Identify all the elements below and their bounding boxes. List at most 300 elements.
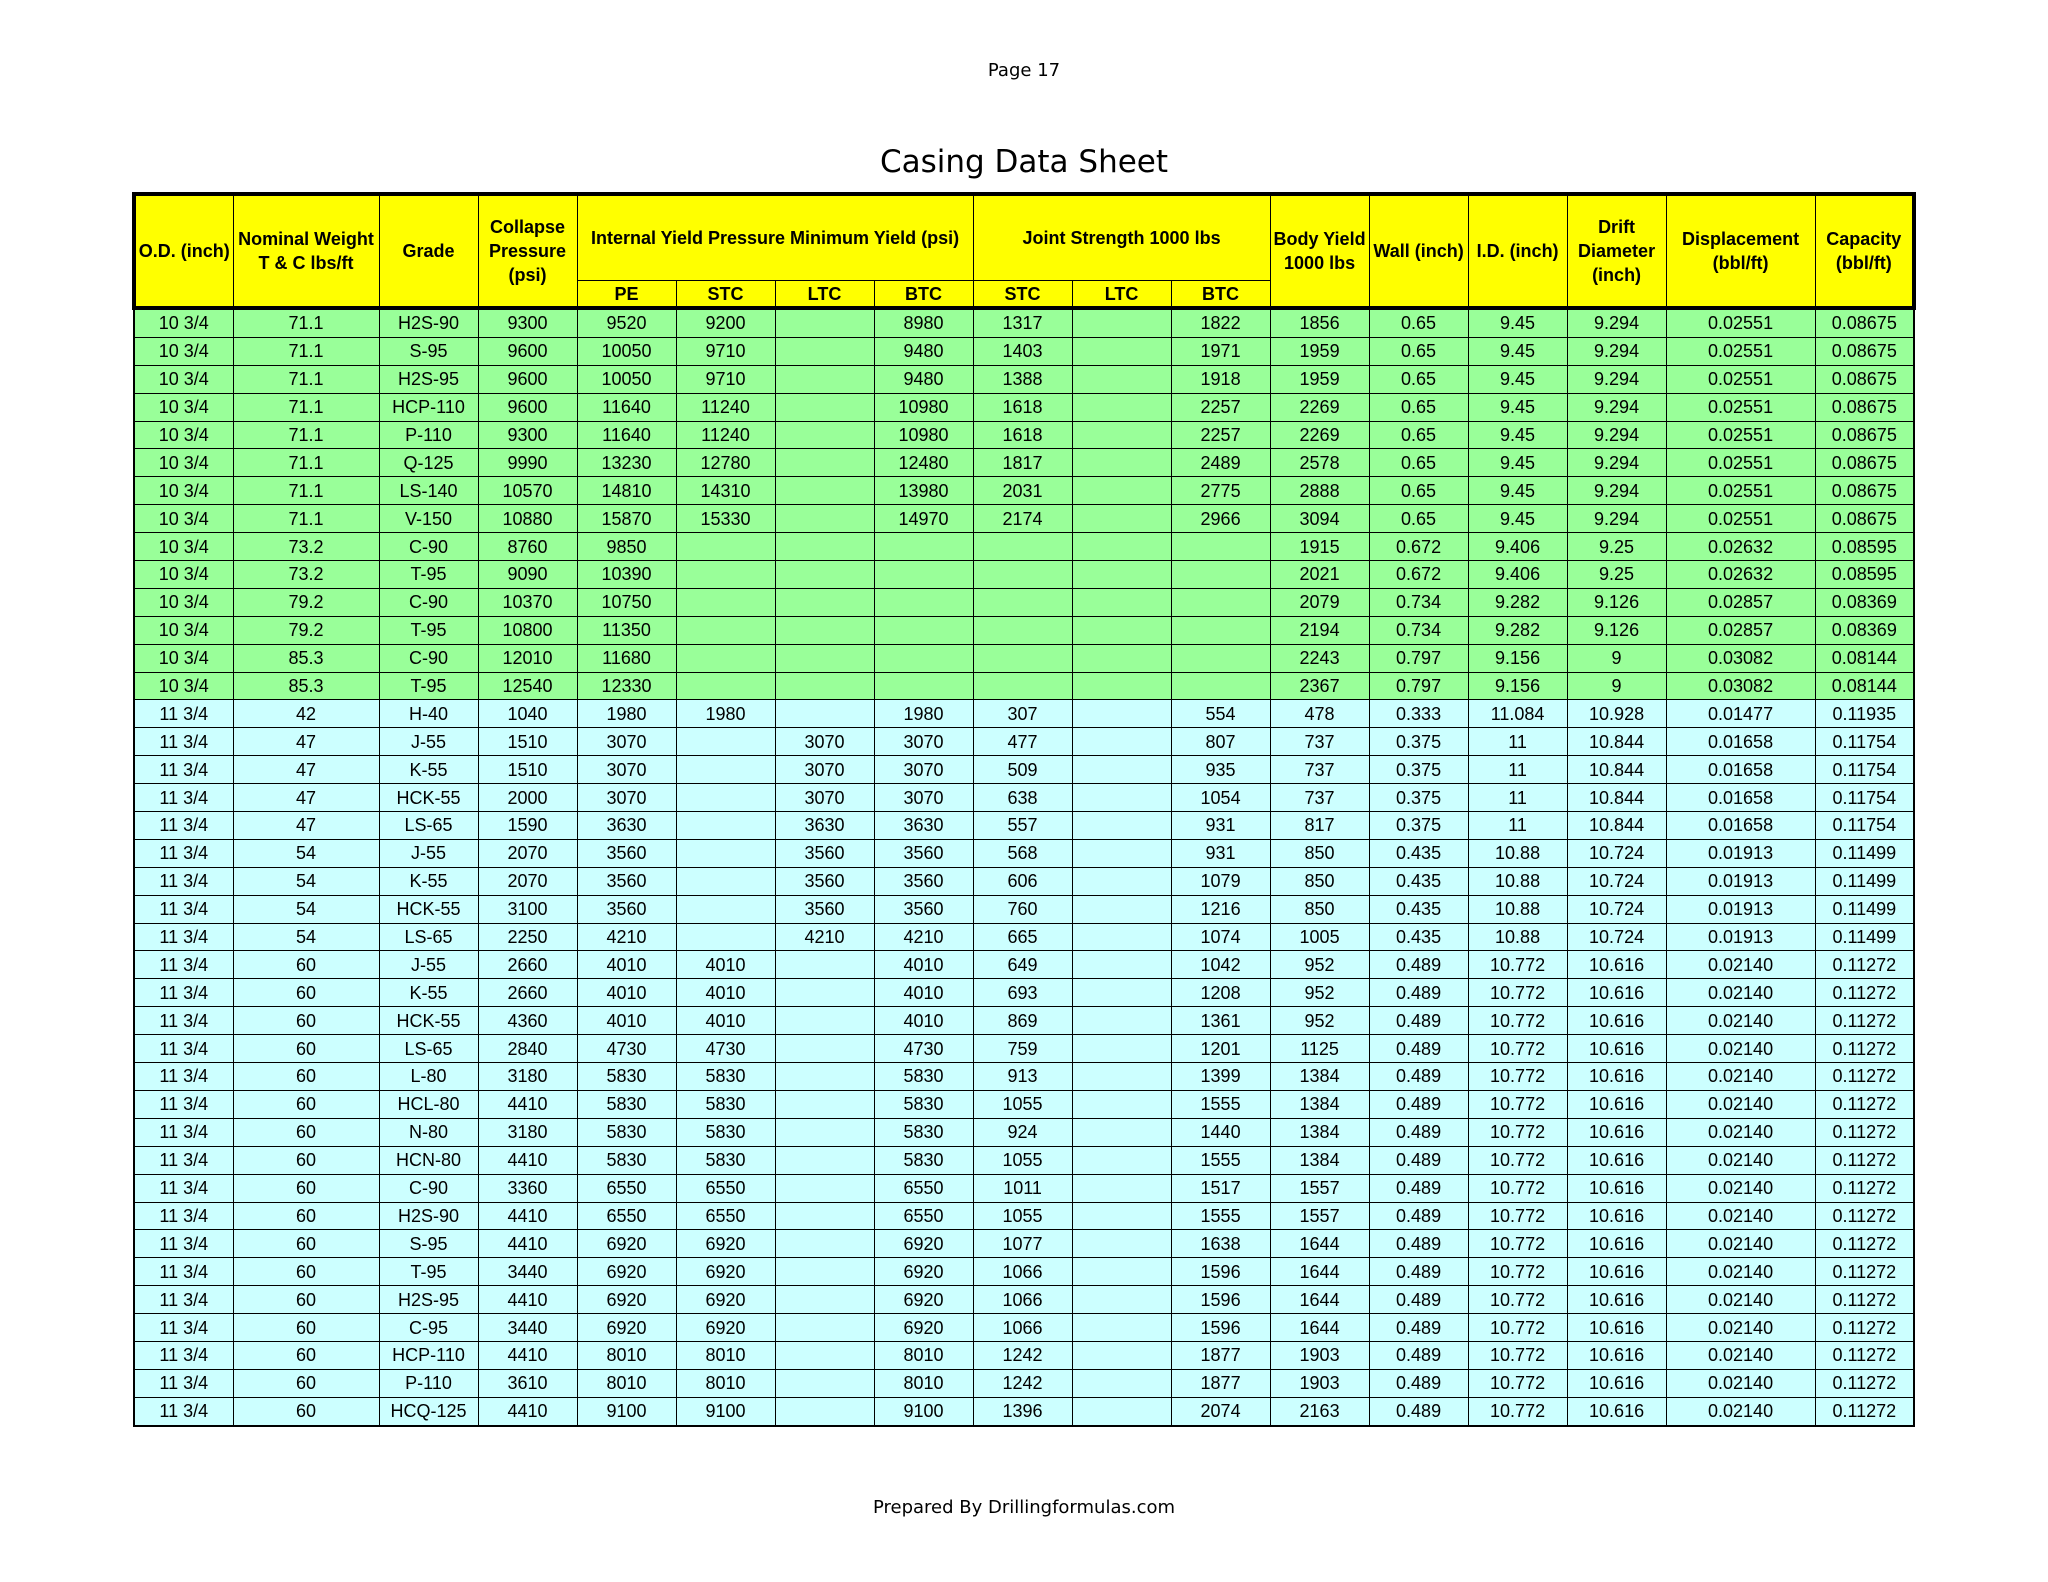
cell-wall: 0.672 — [1369, 561, 1468, 589]
cell-js-stc — [973, 616, 1072, 644]
table-row — [134, 895, 1914, 923]
table-row — [134, 644, 1914, 672]
cell-displacement: 0.02551 — [1666, 477, 1815, 505]
cell-od: 11 3/4 — [134, 784, 233, 812]
cell-capacity: 0.08675 — [1815, 421, 1914, 449]
cell-displacement: 0.02857 — [1666, 616, 1815, 644]
cell-drift: 10.616 — [1567, 1258, 1666, 1286]
table-row — [134, 337, 1914, 365]
cell-iy-stc — [676, 616, 775, 644]
cell-iy-stc — [676, 672, 775, 700]
cell-weight: 79.2 — [233, 588, 379, 616]
cell-od: 11 3/4 — [134, 1035, 233, 1063]
cell-iy-stc — [676, 728, 775, 756]
cell-weight: 60 — [233, 1397, 379, 1425]
cell-capacity: 0.11272 — [1815, 1314, 1914, 1342]
cell-iy-btc: 3070 — [874, 784, 973, 812]
cell-od: 11 3/4 — [134, 1397, 233, 1425]
cell-wall: 0.489 — [1369, 1118, 1468, 1146]
cell-iy-btc: 9480 — [874, 365, 973, 393]
cell-displacement: 0.02140 — [1666, 1286, 1815, 1314]
cell-js-ltc — [1072, 756, 1171, 784]
cell-js-ltc — [1072, 923, 1171, 951]
cell-displacement: 0.02140 — [1666, 1118, 1815, 1146]
cell-body-yield: 1557 — [1270, 1174, 1369, 1202]
cell-iy-pe: 3070 — [577, 784, 676, 812]
cell-wall: 0.489 — [1369, 1341, 1468, 1369]
cell-id: 10.772 — [1468, 1341, 1567, 1369]
cell-iy-ltc — [775, 1063, 874, 1091]
cell-displacement: 0.02551 — [1666, 365, 1815, 393]
table-row — [134, 1286, 1914, 1314]
cell-body-yield: 1915 — [1270, 533, 1369, 561]
cell-wall: 0.65 — [1369, 505, 1468, 533]
cell-collapse: 1510 — [478, 728, 577, 756]
cell-js-btc: 1918 — [1171, 365, 1270, 393]
cell-grade: C-95 — [379, 1314, 478, 1342]
cell-grade: T-95 — [379, 672, 478, 700]
cell-weight: 60 — [233, 1007, 379, 1035]
cell-capacity: 0.11272 — [1815, 1007, 1914, 1035]
cell-drift: 9.294 — [1567, 365, 1666, 393]
cell-grade: HCK-55 — [379, 895, 478, 923]
cell-js-ltc — [1072, 1258, 1171, 1286]
cell-capacity: 0.11272 — [1815, 1369, 1914, 1397]
cell-displacement: 0.02140 — [1666, 1369, 1815, 1397]
cell-drift: 10.616 — [1567, 951, 1666, 979]
cell-capacity: 0.11272 — [1815, 1174, 1914, 1202]
cell-js-btc: 1208 — [1171, 979, 1270, 1007]
cell-capacity: 0.08675 — [1815, 337, 1914, 365]
table-row — [134, 561, 1914, 589]
cell-iy-stc — [676, 644, 775, 672]
cell-js-ltc — [1072, 784, 1171, 812]
cell-od: 11 3/4 — [134, 1007, 233, 1035]
cell-iy-stc: 6920 — [676, 1258, 775, 1286]
cell-js-btc: 2489 — [1171, 449, 1270, 477]
table-row — [134, 308, 1914, 337]
cell-id: 10.88 — [1468, 923, 1567, 951]
cell-iy-pe: 6920 — [577, 1286, 676, 1314]
cell-capacity: 0.11935 — [1815, 700, 1914, 728]
cell-grade: HCP-110 — [379, 393, 478, 421]
cell-iy-btc — [874, 533, 973, 561]
cell-js-btc: 1074 — [1171, 923, 1270, 951]
cell-js-btc: 2257 — [1171, 393, 1270, 421]
cell-id: 10.772 — [1468, 1007, 1567, 1035]
cell-js-btc: 1555 — [1171, 1202, 1270, 1230]
cell-collapse: 4360 — [478, 1007, 577, 1035]
cell-iy-stc — [676, 895, 775, 923]
cell-iy-pe: 14810 — [577, 477, 676, 505]
cell-grade: C-90 — [379, 588, 478, 616]
cell-body-yield: 952 — [1270, 1007, 1369, 1035]
cell-od: 11 3/4 — [134, 839, 233, 867]
header-js-ltc: LTC — [1072, 281, 1171, 309]
cell-js-btc: 1555 — [1171, 1090, 1270, 1118]
table-row — [134, 951, 1914, 979]
cell-js-stc: 924 — [973, 1118, 1072, 1146]
cell-js-ltc — [1072, 365, 1171, 393]
cell-js-ltc — [1072, 421, 1171, 449]
cell-displacement: 0.02140 — [1666, 979, 1815, 1007]
cell-js-ltc — [1072, 1118, 1171, 1146]
cell-drift: 10.724 — [1567, 895, 1666, 923]
cell-capacity: 0.11272 — [1815, 1230, 1914, 1258]
cell-wall: 0.489 — [1369, 1174, 1468, 1202]
cell-id: 10.772 — [1468, 951, 1567, 979]
cell-od: 10 3/4 — [134, 393, 233, 421]
cell-iy-ltc — [775, 365, 874, 393]
cell-iy-ltc — [775, 505, 874, 533]
cell-iy-ltc — [775, 1146, 874, 1174]
cell-od: 11 3/4 — [134, 756, 233, 784]
cell-iy-stc: 4730 — [676, 1035, 775, 1063]
cell-capacity: 0.11272 — [1815, 1146, 1914, 1174]
cell-id: 10.772 — [1468, 1258, 1567, 1286]
cell-iy-btc: 14970 — [874, 505, 973, 533]
cell-weight: 47 — [233, 812, 379, 840]
cell-grade: N-80 — [379, 1118, 478, 1146]
cell-weight: 73.2 — [233, 533, 379, 561]
cell-iy-btc: 6920 — [874, 1258, 973, 1286]
cell-wall: 0.489 — [1369, 1090, 1468, 1118]
cell-iy-stc — [676, 867, 775, 895]
cell-grade: P-110 — [379, 421, 478, 449]
cell-iy-pe: 4010 — [577, 1007, 676, 1035]
cell-capacity: 0.11272 — [1815, 979, 1914, 1007]
cell-iy-ltc: 3560 — [775, 895, 874, 923]
cell-id: 11.084 — [1468, 700, 1567, 728]
cell-iy-pe: 4730 — [577, 1035, 676, 1063]
cell-od: 11 3/4 — [134, 867, 233, 895]
cell-id: 10.772 — [1468, 1397, 1567, 1425]
cell-collapse: 1590 — [478, 812, 577, 840]
cell-iy-ltc — [775, 951, 874, 979]
cell-wall: 0.65 — [1369, 421, 1468, 449]
cell-id: 9.45 — [1468, 337, 1567, 365]
cell-js-stc: 760 — [973, 895, 1072, 923]
cell-id: 9.406 — [1468, 561, 1567, 589]
cell-drift: 10.724 — [1567, 867, 1666, 895]
cell-js-ltc — [1072, 867, 1171, 895]
cell-od: 10 3/4 — [134, 588, 233, 616]
cell-body-yield: 1644 — [1270, 1230, 1369, 1258]
cell-wall: 0.489 — [1369, 979, 1468, 1007]
table-body — [134, 308, 1914, 1426]
cell-grade: T-95 — [379, 1258, 478, 1286]
cell-iy-btc: 6550 — [874, 1174, 973, 1202]
cell-iy-btc: 6920 — [874, 1286, 973, 1314]
cell-collapse: 4410 — [478, 1341, 577, 1369]
cell-drift: 10.844 — [1567, 784, 1666, 812]
cell-js-stc: 1388 — [973, 365, 1072, 393]
cell-collapse: 3180 — [478, 1063, 577, 1091]
cell-drift: 9.25 — [1567, 561, 1666, 589]
cell-displacement: 0.02140 — [1666, 1230, 1815, 1258]
cell-grade: H2S-95 — [379, 1286, 478, 1314]
cell-od: 10 3/4 — [134, 477, 233, 505]
cell-drift: 10.844 — [1567, 756, 1666, 784]
cell-js-stc: 1055 — [973, 1202, 1072, 1230]
cell-id: 10.772 — [1468, 1314, 1567, 1342]
table-row — [134, 784, 1914, 812]
cell-id: 10.772 — [1468, 1230, 1567, 1258]
cell-iy-ltc — [775, 700, 874, 728]
cell-body-yield: 952 — [1270, 979, 1369, 1007]
cell-wall: 0.489 — [1369, 1369, 1468, 1397]
cell-id: 10.772 — [1468, 1174, 1567, 1202]
cell-iy-stc: 8010 — [676, 1369, 775, 1397]
cell-displacement: 0.02140 — [1666, 1341, 1815, 1369]
cell-iy-btc: 4210 — [874, 923, 973, 951]
cell-id: 9.156 — [1468, 644, 1567, 672]
cell-wall: 0.375 — [1369, 784, 1468, 812]
header-od: O.D. (inch) — [134, 194, 233, 308]
cell-displacement: 0.01913 — [1666, 839, 1815, 867]
cell-displacement: 0.01658 — [1666, 728, 1815, 756]
cell-iy-ltc — [775, 1090, 874, 1118]
cell-wall: 0.375 — [1369, 728, 1468, 756]
cell-od: 11 3/4 — [134, 1286, 233, 1314]
cell-grade: H2S-90 — [379, 1202, 478, 1230]
cell-wall: 0.489 — [1369, 1146, 1468, 1174]
cell-js-ltc — [1072, 728, 1171, 756]
table-row — [134, 672, 1914, 700]
cell-collapse: 9600 — [478, 365, 577, 393]
cell-capacity: 0.11272 — [1815, 1286, 1914, 1314]
table-row — [134, 449, 1914, 477]
table-row — [134, 728, 1914, 756]
cell-drift: 10.616 — [1567, 1174, 1666, 1202]
cell-drift: 10.616 — [1567, 979, 1666, 1007]
cell-js-btc: 1555 — [1171, 1146, 1270, 1174]
cell-capacity: 0.11499 — [1815, 895, 1914, 923]
cell-capacity: 0.08369 — [1815, 588, 1914, 616]
cell-od: 11 3/4 — [134, 700, 233, 728]
cell-js-btc: 807 — [1171, 728, 1270, 756]
cell-weight: 54 — [233, 867, 379, 895]
cell-body-yield: 1005 — [1270, 923, 1369, 951]
cell-id: 9.45 — [1468, 505, 1567, 533]
cell-id: 11 — [1468, 784, 1567, 812]
cell-displacement: 0.01477 — [1666, 700, 1815, 728]
cell-js-ltc — [1072, 1035, 1171, 1063]
cell-grade: Q-125 — [379, 449, 478, 477]
cell-iy-pe: 9520 — [577, 308, 676, 337]
cell-grade: H2S-90 — [379, 308, 478, 337]
cell-weight: 60 — [233, 1090, 379, 1118]
cell-collapse: 9300 — [478, 308, 577, 337]
cell-grade: HCL-80 — [379, 1090, 478, 1118]
cell-collapse: 3100 — [478, 895, 577, 923]
header-iy-stc: STC — [676, 281, 775, 309]
cell-grade: H2S-95 — [379, 365, 478, 393]
cell-wall: 0.65 — [1369, 337, 1468, 365]
cell-collapse: 3360 — [478, 1174, 577, 1202]
header-js-btc: BTC — [1171, 281, 1270, 309]
cell-displacement: 0.01913 — [1666, 867, 1815, 895]
cell-js-ltc — [1072, 1341, 1171, 1369]
cell-js-stc: 477 — [973, 728, 1072, 756]
cell-collapse: 2070 — [478, 867, 577, 895]
cell-od: 10 3/4 — [134, 308, 233, 337]
cell-drift: 10.616 — [1567, 1202, 1666, 1230]
cell-js-btc: 1877 — [1171, 1341, 1270, 1369]
table-row — [134, 533, 1914, 561]
cell-grade: LS-65 — [379, 1035, 478, 1063]
cell-js-ltc — [1072, 895, 1171, 923]
table-row — [134, 700, 1914, 728]
cell-weight: 54 — [233, 839, 379, 867]
cell-js-btc: 1596 — [1171, 1314, 1270, 1342]
cell-displacement: 0.01658 — [1666, 756, 1815, 784]
cell-grade: C-90 — [379, 533, 478, 561]
cell-js-btc: 2775 — [1171, 477, 1270, 505]
cell-iy-pe: 3560 — [577, 867, 676, 895]
cell-id: 9.45 — [1468, 477, 1567, 505]
cell-weight: 71.1 — [233, 308, 379, 337]
cell-collapse: 12540 — [478, 672, 577, 700]
table-row — [134, 923, 1914, 951]
cell-weight: 54 — [233, 923, 379, 951]
cell-js-stc: 913 — [973, 1063, 1072, 1091]
cell-capacity: 0.11272 — [1815, 1202, 1914, 1230]
cell-js-stc: 1396 — [973, 1397, 1072, 1425]
cell-grade: HCK-55 — [379, 1007, 478, 1035]
cell-displacement: 0.01913 — [1666, 923, 1815, 951]
cell-iy-pe: 15870 — [577, 505, 676, 533]
cell-iy-btc: 4010 — [874, 951, 973, 979]
cell-js-btc: 1596 — [1171, 1258, 1270, 1286]
cell-id: 9.45 — [1468, 308, 1567, 337]
cell-iy-stc: 6920 — [676, 1286, 775, 1314]
cell-iy-pe: 13230 — [577, 449, 676, 477]
cell-id: 10.772 — [1468, 1286, 1567, 1314]
cell-js-ltc — [1072, 393, 1171, 421]
cell-weight: 60 — [233, 1118, 379, 1146]
cell-displacement: 0.01913 — [1666, 895, 1815, 923]
cell-body-yield: 2163 — [1270, 1397, 1369, 1425]
cell-grade: LS-65 — [379, 812, 478, 840]
cell-od: 11 3/4 — [134, 1341, 233, 1369]
cell-wall: 0.435 — [1369, 895, 1468, 923]
cell-iy-stc — [676, 923, 775, 951]
cell-iy-ltc — [775, 588, 874, 616]
cell-displacement: 0.02551 — [1666, 308, 1815, 337]
cell-iy-stc: 5830 — [676, 1063, 775, 1091]
table-row — [134, 393, 1914, 421]
cell-body-yield: 1384 — [1270, 1146, 1369, 1174]
cell-drift: 10.616 — [1567, 1230, 1666, 1258]
cell-id: 11 — [1468, 728, 1567, 756]
cell-iy-ltc: 3630 — [775, 812, 874, 840]
cell-collapse: 4410 — [478, 1230, 577, 1258]
table-row — [134, 1174, 1914, 1202]
cell-capacity: 0.11272 — [1815, 1258, 1914, 1286]
cell-id: 10.772 — [1468, 1118, 1567, 1146]
cell-drift: 9.126 — [1567, 588, 1666, 616]
cell-id: 11 — [1468, 756, 1567, 784]
cell-iy-stc — [676, 561, 775, 589]
cell-drift: 10.724 — [1567, 839, 1666, 867]
cell-iy-btc: 10980 — [874, 421, 973, 449]
cell-js-stc — [973, 588, 1072, 616]
cell-iy-ltc: 3070 — [775, 784, 874, 812]
cell-iy-ltc — [775, 1314, 874, 1342]
cell-iy-stc: 11240 — [676, 421, 775, 449]
cell-id: 10.88 — [1468, 895, 1567, 923]
cell-id: 10.772 — [1468, 1202, 1567, 1230]
cell-displacement: 0.02140 — [1666, 1397, 1815, 1425]
cell-iy-pe: 10750 — [577, 588, 676, 616]
header-body-yield: Body Yield 1000 lbs — [1270, 194, 1369, 308]
cell-grade: S-95 — [379, 337, 478, 365]
cell-weight: 60 — [233, 1202, 379, 1230]
cell-id: 9.45 — [1468, 421, 1567, 449]
cell-id: 9.156 — [1468, 672, 1567, 700]
cell-iy-pe: 3070 — [577, 728, 676, 756]
cell-iy-btc: 8980 — [874, 308, 973, 337]
cell-iy-btc: 4730 — [874, 1035, 973, 1063]
cell-wall: 0.435 — [1369, 839, 1468, 867]
cell-body-yield: 737 — [1270, 728, 1369, 756]
cell-js-btc: 1399 — [1171, 1063, 1270, 1091]
table-row — [134, 365, 1914, 393]
cell-weight: 42 — [233, 700, 379, 728]
cell-displacement: 0.03082 — [1666, 672, 1815, 700]
cell-body-yield: 1644 — [1270, 1314, 1369, 1342]
cell-od: 11 3/4 — [134, 1174, 233, 1202]
cell-iy-pe: 9100 — [577, 1397, 676, 1425]
cell-weight: 60 — [233, 1369, 379, 1397]
cell-id: 9.45 — [1468, 365, 1567, 393]
cell-iy-stc: 11240 — [676, 393, 775, 421]
cell-od: 11 3/4 — [134, 1146, 233, 1174]
table-row — [134, 1063, 1914, 1091]
cell-iy-btc: 5830 — [874, 1090, 973, 1118]
cell-iy-pe: 6920 — [577, 1258, 676, 1286]
cell-iy-stc: 4010 — [676, 951, 775, 979]
cell-wall: 0.65 — [1369, 308, 1468, 337]
table-row — [134, 505, 1914, 533]
cell-iy-btc: 3070 — [874, 756, 973, 784]
cell-od: 11 3/4 — [134, 812, 233, 840]
cell-js-btc: 2257 — [1171, 421, 1270, 449]
cell-collapse: 3180 — [478, 1118, 577, 1146]
cell-id: 10.772 — [1468, 979, 1567, 1007]
cell-od: 11 3/4 — [134, 1230, 233, 1258]
cell-grade: H-40 — [379, 700, 478, 728]
cell-grade: C-90 — [379, 644, 478, 672]
cell-js-ltc — [1072, 477, 1171, 505]
cell-od: 11 3/4 — [134, 1202, 233, 1230]
table-row — [134, 1397, 1914, 1425]
cell-capacity: 0.08675 — [1815, 477, 1914, 505]
cell-grade: V-150 — [379, 505, 478, 533]
cell-js-stc: 1618 — [973, 393, 1072, 421]
cell-collapse: 9300 — [478, 421, 577, 449]
cell-od: 11 3/4 — [134, 1369, 233, 1397]
cell-js-ltc — [1072, 1286, 1171, 1314]
cell-weight: 47 — [233, 728, 379, 756]
cell-weight: 71.1 — [233, 421, 379, 449]
cell-drift: 10.844 — [1567, 812, 1666, 840]
cell-js-ltc — [1072, 1063, 1171, 1091]
cell-iy-ltc: 3070 — [775, 728, 874, 756]
cell-capacity: 0.11272 — [1815, 1341, 1914, 1369]
cell-weight: 71.1 — [233, 337, 379, 365]
